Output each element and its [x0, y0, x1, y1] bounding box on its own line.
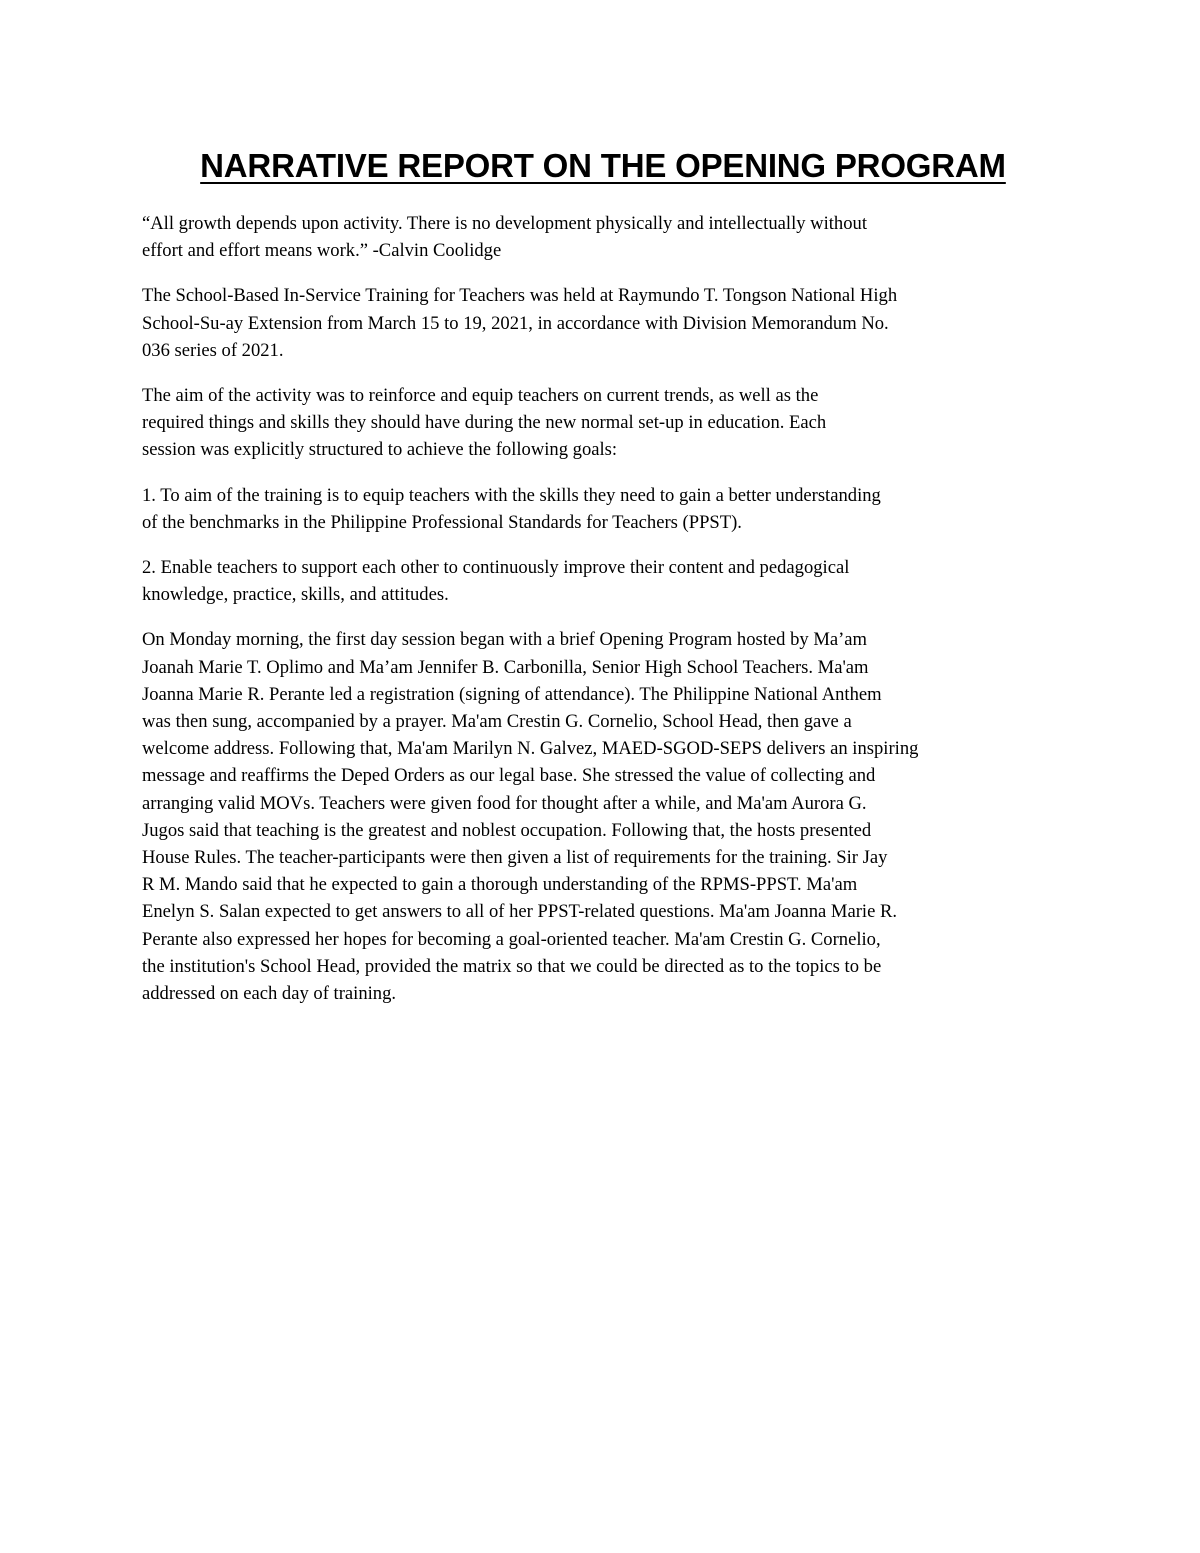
text-line: arranging valid MOVs. Teachers were given food for thought after a while, and Ma'am Aurora G. — [142, 792, 867, 814]
text-line: Jugos said that teaching is the greatest and noblest occupation. Following that, the hosts presented — [142, 819, 872, 841]
text-line: effort and effort means work.” -Calvin Coolidge — [142, 240, 502, 262]
text-line: R M. Mando said that he expected to gain a thorough understanding of the RPMS-PPST. Ma'am — [142, 874, 858, 896]
quote-paragraph — [142, 210, 1064, 264]
text-line: session was explicitly structured to achieve the following goals: — [142, 439, 618, 461]
text-line: welcome address. Following that, Ma'am Marilyn N. Galvez, MAED-SGOD-SEPS delivers an inspiring — [142, 738, 919, 760]
text-line: Enelyn S. Salan expected to get answers to all of her PPST-related questions. Ma'am Joanna Marie R. — [142, 901, 898, 923]
text-line: 1. To aim of the training is to equip teachers with the skills they need to gain a better understanding — [142, 484, 881, 506]
text-line: Joanah Marie T. Oplimo and Ma’am Jennifer B. Carbonilla, Senior High School Teachers. Ma'am — [142, 656, 869, 678]
text-line: addressed on each day of training. — [142, 983, 397, 1005]
text-line: Joanna Marie R. Perante led a registration (signing of attendance). The Philippine National Anthem — [142, 683, 882, 705]
text-line: required things and skills they should have during the new normal set-up in education. Each — [142, 412, 827, 434]
text-line: of the benchmarks in the Philippine Professional Standards for Teachers (PPST). — [142, 511, 742, 533]
goal-1-paragraph — [142, 482, 1064, 536]
document-body — [142, 142, 1064, 1025]
text-line: 2. Enable teachers to support each other to continuously improve their content and pedagogical — [142, 557, 850, 579]
document-title: NARRATIVE REPORT ON THE OPENING PROGRAM — [200, 147, 1006, 184]
text-line: Perante also expressed her hopes for becoming a goal-oriented teacher. Ma'am Crestin G. Cornelio, — [142, 928, 881, 950]
goal-2-paragraph — [142, 554, 1064, 608]
text-line: The School-Based In-Service Training for Teachers was held at Raymundo T. Tongson National High — [142, 285, 898, 307]
text-line: The aim of the activity was to reinforce and equip teachers on current trends, as well as the — [142, 385, 819, 407]
text-line: School-Su-ay Extension from March 15 to 19, 2021, in accordance with Division Memorandum No. — [142, 312, 889, 334]
text-line: House Rules. The teacher-participants were then given a list of requirements for the training. Sir Jay — [142, 847, 888, 869]
text-line: “All growth depends upon activity. There is no development physically and intellectually without — [142, 213, 867, 234]
aim-paragraph — [142, 382, 1064, 464]
text-line: message and reaffirms the Deped Orders as our legal base. She stressed the value of collecting and — [142, 765, 876, 787]
text-line: 036 series of 2021. — [142, 339, 284, 361]
text-line: was then sung, accompanied by a prayer. Ma'am Crestin G. Cornelio, School Head, then gave a — [142, 711, 852, 733]
text-line: knowledge, practice, skills, and attitudes. — [142, 584, 449, 606]
text-line: the institution's School Head, provided the matrix so that we could be directed as to the topics to be — [142, 955, 882, 977]
text-line: On Monday morning, the first day session began with a brief Opening Program hosted by Ma’am — [142, 629, 868, 651]
narrative-paragraph — [142, 626, 1064, 1007]
intro-paragraph — [142, 282, 1064, 364]
